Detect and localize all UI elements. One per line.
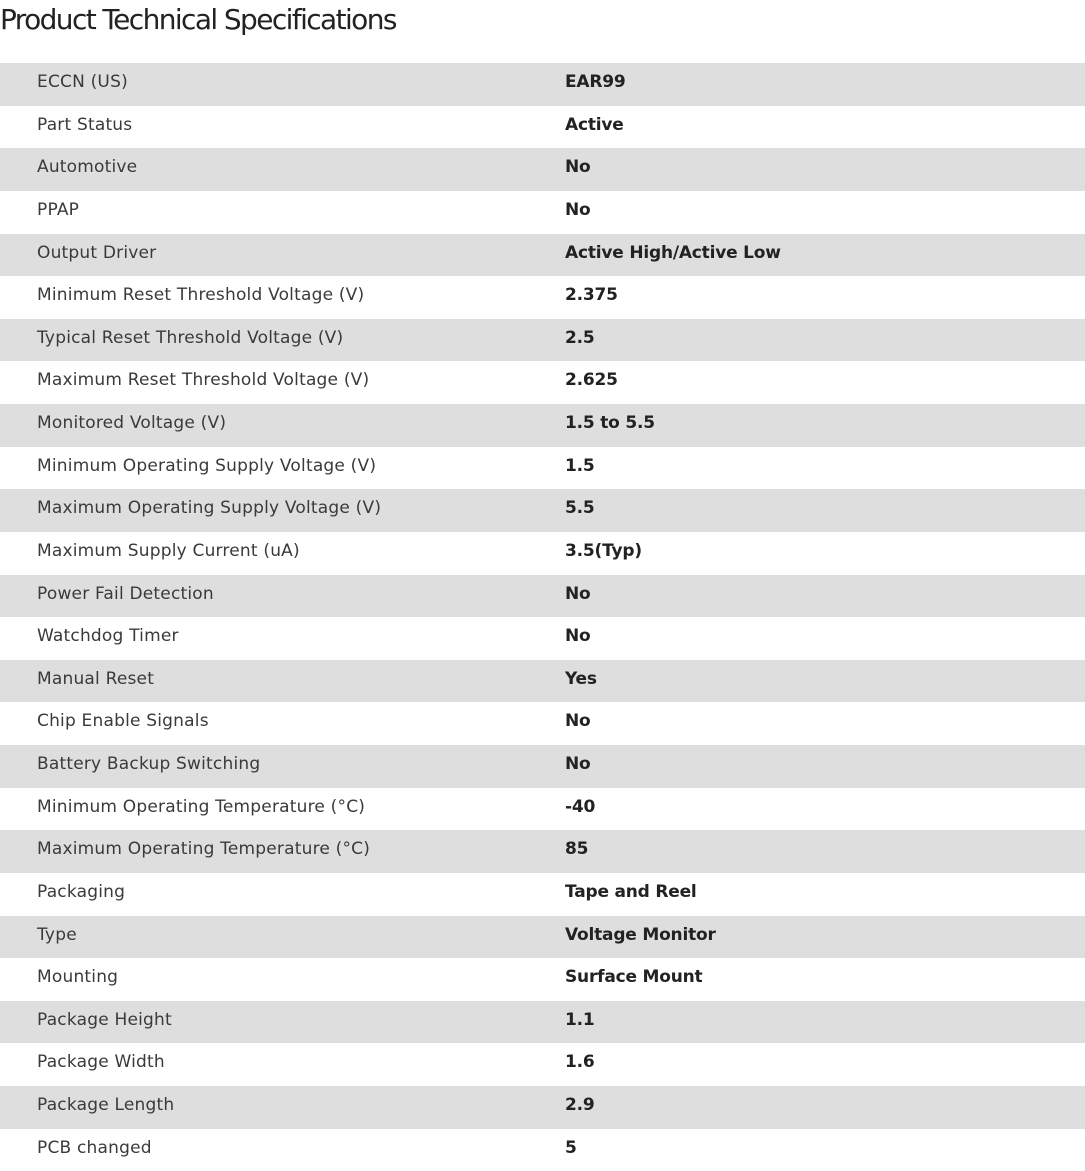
- spec-row-package-height: [0, 1001, 1085, 1044]
- spec-row-min-supply-voltage: [0, 447, 1085, 490]
- spec-label: Battery Backup Switching: [37, 754, 261, 774]
- spec-value: 2.375: [565, 285, 618, 306]
- spec-label: Power Fail Detection: [37, 583, 214, 604]
- spec-label: Maximum Operating Supply Voltage (V): [37, 498, 382, 519]
- spec-value: 1.1: [565, 1009, 595, 1030]
- spec-label: Maximum Supply Current (uA): [37, 540, 300, 561]
- spec-value: 1.5: [565, 455, 595, 476]
- spec-label: Package Length: [37, 1095, 175, 1115]
- spec-row-max-supply-current: [0, 532, 1085, 575]
- spec-row-packaging: [0, 873, 1085, 916]
- spec-row-min-reset-threshold: [0, 276, 1085, 319]
- spec-row-output-driver: [0, 234, 1085, 277]
- spec-row-min-operating-temp: [0, 788, 1085, 831]
- spec-row-typ-reset-threshold: [0, 319, 1085, 362]
- spec-label: Maximum Operating Temperature (°C): [37, 839, 371, 860]
- spec-label: Typical Reset Threshold Voltage (V): [37, 327, 344, 348]
- spec-label: ECCN (US): [37, 72, 128, 92]
- spec-value: -40: [565, 796, 596, 817]
- spec-row-package-length: [0, 1086, 1085, 1129]
- spec-label: Mounting: [37, 967, 119, 988]
- spec-label: PPAP: [37, 199, 80, 220]
- spec-label: Minimum Reset Threshold Voltage (V): [37, 285, 365, 306]
- spec-row-ppap: [0, 191, 1085, 234]
- spec-row-mounting: [0, 958, 1085, 1001]
- spec-value: 2.5: [565, 327, 595, 348]
- spec-row-automotive: [0, 148, 1085, 191]
- spec-value: Tape and Reel: [565, 881, 697, 902]
- spec-label: Minimum Operating Temperature (°C): [37, 796, 366, 817]
- spec-value: Active High/Active Low: [565, 242, 781, 263]
- spec-value: No: [565, 626, 591, 647]
- spec-table: [0, 63, 1085, 1171]
- spec-row-pcb-changed: [0, 1129, 1085, 1171]
- spec-row-manual-reset: [0, 660, 1085, 703]
- spec-label: Package Width: [37, 1052, 165, 1073]
- spec-value: Active: [565, 114, 624, 135]
- page-title: Product Technical Specifications: [0, 3, 396, 36]
- spec-row-package-width: [0, 1043, 1085, 1086]
- spec-value: EAR99: [565, 72, 626, 92]
- spec-value: 5.5: [565, 498, 595, 519]
- spec-label: Package Height: [37, 1009, 172, 1030]
- spec-label: Type: [37, 924, 77, 945]
- spec-row-chip-enable-signals: [0, 702, 1085, 745]
- spec-label: Packaging: [37, 881, 126, 902]
- spec-label: Watchdog Timer: [37, 626, 179, 647]
- spec-value: 1.6: [565, 1052, 595, 1073]
- spec-value: 85: [565, 839, 589, 860]
- spec-value: 2.625: [565, 370, 618, 391]
- spec-label: PCB changed: [37, 1137, 152, 1158]
- spec-label: Maximum Reset Threshold Voltage (V): [37, 370, 370, 391]
- spec-label: Monitored Voltage (V): [37, 413, 227, 433]
- spec-label: Automotive: [37, 157, 138, 178]
- spec-label: Chip Enable Signals: [37, 711, 209, 732]
- spec-label: Output Driver: [37, 242, 157, 263]
- spec-value: No: [565, 711, 591, 732]
- spec-row-battery-backup-switching: [0, 745, 1085, 788]
- spec-value: Yes: [565, 668, 597, 689]
- spec-value: Voltage Monitor: [565, 924, 716, 945]
- spec-value: No: [565, 157, 591, 178]
- spec-label: Part Status: [37, 114, 133, 135]
- spec-value: No: [565, 199, 591, 220]
- spec-row-power-fail-detection: [0, 575, 1085, 618]
- spec-row-type: [0, 916, 1085, 959]
- spec-value: 5: [565, 1137, 577, 1158]
- spec-row-max-supply-voltage: [0, 489, 1085, 532]
- spec-value: 1.5 to 5.5: [565, 413, 655, 433]
- spec-value: Surface Mount: [565, 967, 703, 988]
- spec-row-eccn: [0, 63, 1085, 106]
- spec-row-max-reset-threshold: [0, 361, 1085, 404]
- spec-label: Manual Reset: [37, 668, 155, 689]
- spec-row-max-operating-temp: [0, 830, 1085, 873]
- spec-row-monitored-voltage: [0, 404, 1085, 447]
- spec-row-part-status: [0, 106, 1085, 149]
- spec-row-watchdog-timer: [0, 617, 1085, 660]
- spec-value: 2.9: [565, 1095, 595, 1115]
- spec-value: No: [565, 583, 591, 604]
- spec-value: 3.5(Typ): [565, 540, 642, 561]
- spec-value: No: [565, 754, 591, 774]
- spec-label: Minimum Operating Supply Voltage (V): [37, 455, 377, 476]
